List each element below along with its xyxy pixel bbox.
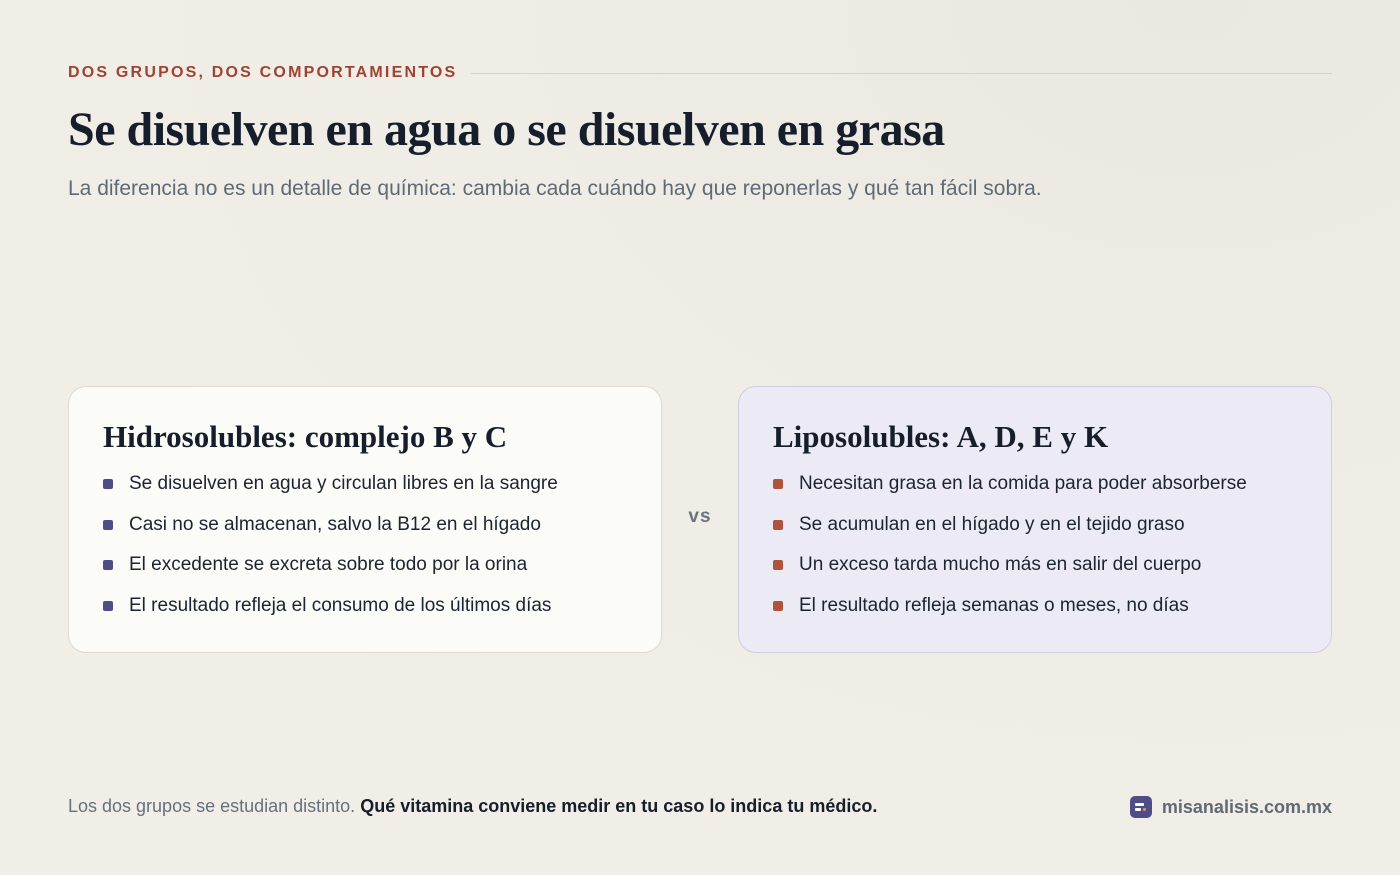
list-item-text: El excedente se excreta sobre todo por la orina <box>129 554 528 576</box>
list-item <box>103 505 627 546</box>
list-item-text: Casi no se almacenan, salvo la B12 en el hígado <box>129 513 541 535</box>
list-water-soluble <box>103 464 627 626</box>
card-water-soluble <box>68 386 662 653</box>
footer-note-plain: Los dos grupos se estudian distinto. <box>68 796 356 816</box>
bullet-icon <box>103 601 113 611</box>
bullet-icon <box>773 601 783 611</box>
list-item <box>773 586 1297 627</box>
list-item-text: Se acumulan en el hígado y en el tejido graso <box>799 513 1185 535</box>
list-fat-soluble <box>773 464 1297 626</box>
footer-note-bold: Qué vitamina conviene medir en tu caso lo indica tu médico. <box>360 796 878 816</box>
eyebrow-label: DOS GRUPOS, DOS COMPORTAMIENTOS <box>68 64 458 81</box>
list-item <box>773 545 1297 586</box>
bullet-icon <box>773 479 783 489</box>
page-title: Se disuelven en agua o se disuelven en grasa <box>68 103 945 156</box>
page-subtitle: La diferencia no es un detalle de química: cambia cada cuándo hay que reponerlas y qué tan fácil sobra. <box>68 177 1042 200</box>
brand-logo-icon <box>1130 796 1152 818</box>
list-item-text: Necesitan grasa en la comida para poder absorberse <box>799 473 1247 495</box>
brand-name: misanalisis.com.mx <box>1161 796 1332 817</box>
brand[interactable] <box>1130 796 1332 818</box>
footer-note <box>68 794 877 818</box>
bullet-icon <box>773 560 783 570</box>
card-title-fat-soluble: Liposolubles: A, D, E y K <box>773 419 1109 454</box>
bullet-icon <box>103 560 113 570</box>
list-item <box>103 545 627 586</box>
card-fat-soluble <box>738 386 1332 653</box>
vs-label: vs <box>688 506 712 527</box>
list-item-text: El resultado refleja el consumo de los últimos días <box>129 594 552 616</box>
list-item <box>773 505 1297 546</box>
eyebrow-divider <box>471 73 1332 74</box>
bullet-icon <box>103 479 113 489</box>
list-item-text: Un exceso tarda mucho más en salir del cuerpo <box>799 554 1202 576</box>
bullet-icon <box>103 520 113 530</box>
bullet-icon <box>773 520 783 530</box>
list-item <box>103 464 627 505</box>
eyebrow-row <box>68 64 1332 82</box>
list-item <box>103 586 627 627</box>
list-item <box>773 464 1297 505</box>
list-item-text: Se disuelven en agua y circulan libres en la sangre <box>129 473 558 495</box>
card-title-water-soluble: Hidrosolubles: complejo B y C <box>103 419 508 454</box>
list-item-text: El resultado refleja semanas o meses, no días <box>799 594 1189 616</box>
